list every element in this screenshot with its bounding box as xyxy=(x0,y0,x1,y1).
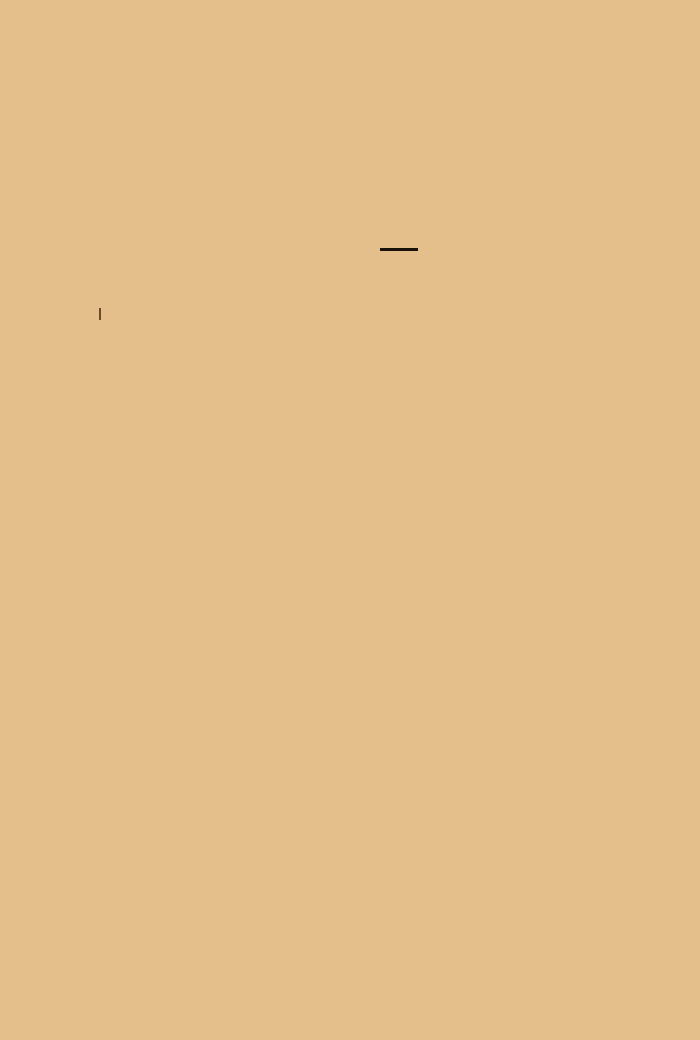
margin-mark xyxy=(99,308,101,320)
section-divider xyxy=(380,248,418,251)
